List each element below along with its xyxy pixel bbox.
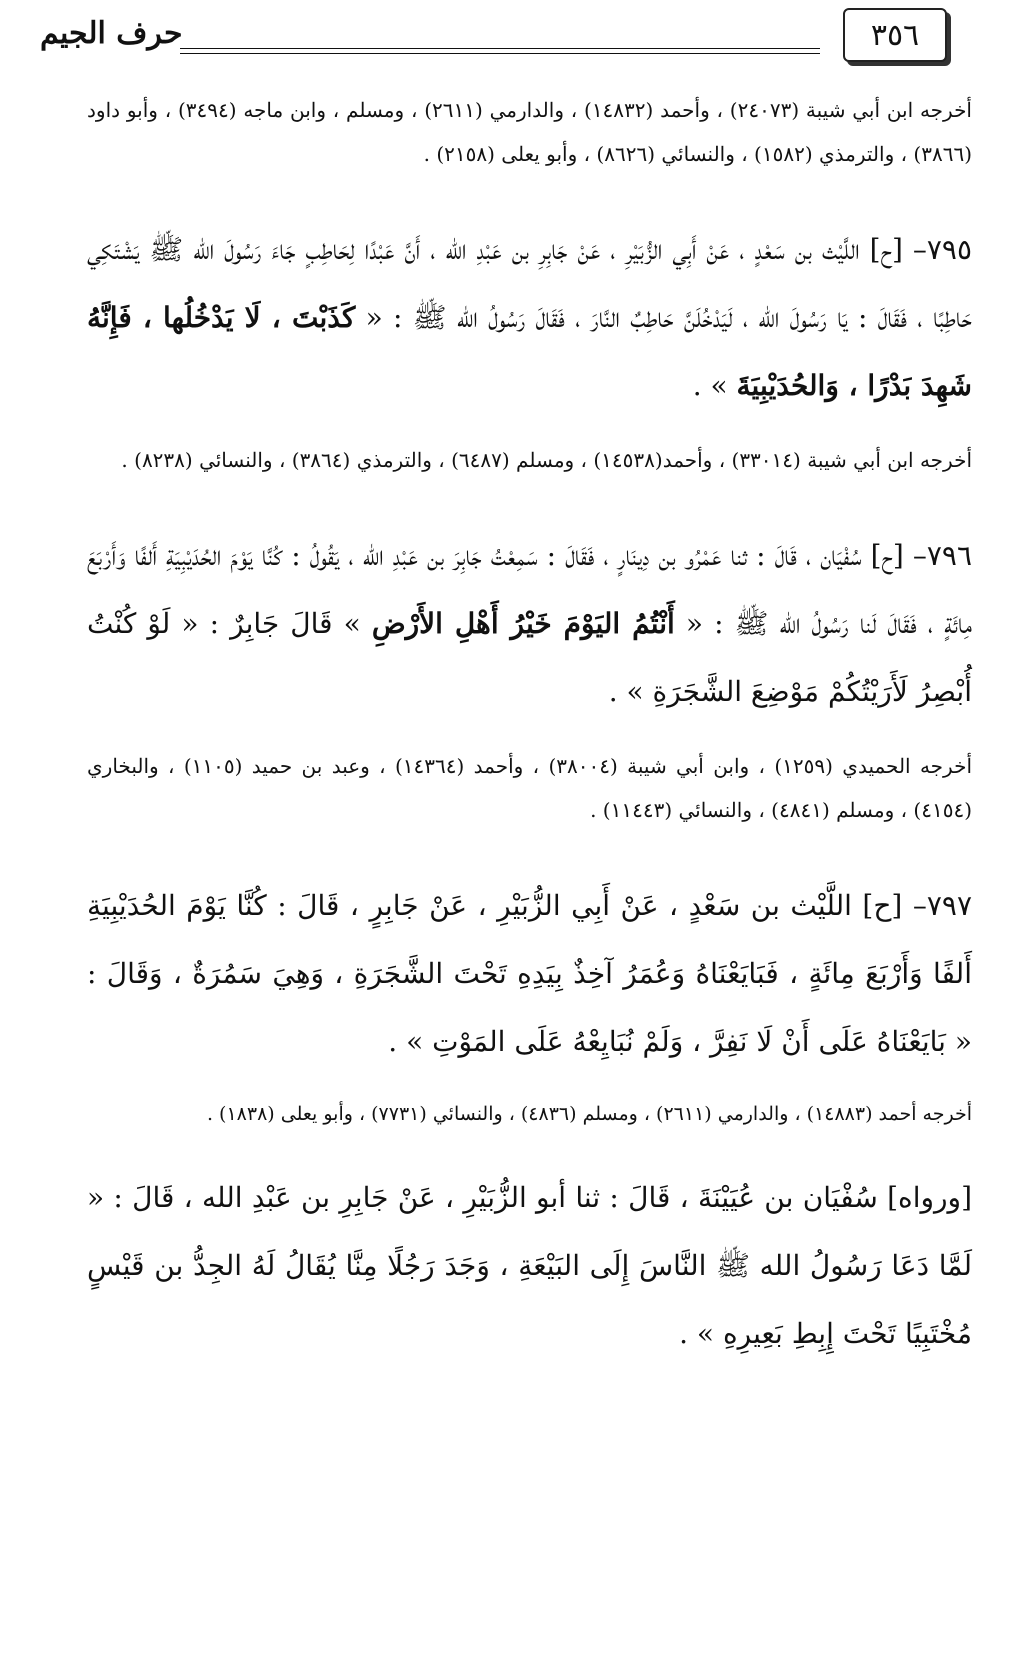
chapter-title: حرف الجيم xyxy=(40,16,183,51)
hadith-796-end: » قَالَ جَابِرٌ : « لَوْ كُنْتُ أُبْصِرُ لَأَرَيْتُكُمْ مَوْضِعَ الشَّجَرَةِ » . xyxy=(87,607,972,708)
hadith-797: ٧٩٧– [ح] اللَّيْث بن سَعْدٍ ، عَنْ أَبِي الزُّبَيْرِ ، عَنْ جَابِرٍ ، قَالَ : كُنَّا يَوْمَ الحُدَيْبِيَةِ أَلفًا وَأَرْبَعَ مِائَةٍ ، فَبَايَعْنَاهُ وَعُمَرُ آخِذٌ بِيَدِهِ تَحْتَ الشَّجَرَةِ ، وَهِيَ سَمُرَةٌ ، وَقَالَ : « بَايَعْنَاهُ عَلَى أَنْ لَا نَفِرَّ ، وَلَمْ نُبَايِعْهُ عَلَى المَوْتِ » . xyxy=(87,889,972,1058)
page-number: ٣٥٦ xyxy=(843,8,947,62)
page-header xyxy=(40,8,975,68)
header-rule-top xyxy=(180,48,820,49)
header-rule-bottom xyxy=(180,53,820,54)
spacer xyxy=(87,1076,972,1094)
footnote-takhrij-796: أخرجه الحميدي (١٢٥٩) ، وابن أبي شيبة (٣٨٠٠٤) ، وأحمد (١٤٣٦٤) ، وعبد بن حميد (١١٠٥) ، والبخاري (٤١٥٤) ، ومسلم (٤٨٤١) ، والنسائي (١١٤٤٣) . xyxy=(87,754,972,822)
hadith-796 xyxy=(87,522,972,726)
hadith-795-bold-quote: كَذَبْتَ ، لَا يَدْخُلُها ، فَإِنَّهُ شَهِدَ بَدْرًا ، وَالحُدَيْبِيَةَ xyxy=(87,301,972,402)
spacer xyxy=(87,832,972,872)
spacer xyxy=(87,482,972,522)
footnote-takhrij-795: أخرجه ابن أبي شيبة (٣٣٠١٤) ، وأحمد(١٤٥٣٨) ، ومسلم (٦٤٨٧) ، والترمذي (٣٨٦٤) ، والنسائي (٨٢٣٨) . xyxy=(121,448,972,472)
footnote-takhrij-797: أخرجه أحمد (١٤٨٨٣) ، والدارمي (٢٦١١) ، ومسلم (٤٨٣٦) ، والنسائي (٧٧٣١) ، وأبو يعلى (١٨٣٨) . xyxy=(206,1103,972,1125)
spacer xyxy=(87,176,972,216)
spacer xyxy=(87,1134,972,1164)
spacer xyxy=(87,420,972,438)
hadith-795 xyxy=(87,216,972,420)
footnote-takhrij-794: أخرجه ابن أبي شيبة (٢٤٠٧٣) ، وأحمد (١٤٨٣٢) ، والدارمي (٢٦١١) ، ومسلم ، وابن ماجه (٣٤٩٤) ، وأبو داود (٣٨٦٦) ، والترمذي (١٥٨٢) ، والنسائي (٨٦٢٦) ، وأبو يعلى (٢١٥٨) . xyxy=(87,98,972,166)
hadith-797-riwaya: [ورواه] سُفْيَان بن عُيَيْنَةَ ، قَالَ : ثنا أبو الزُّبَيْرِ ، عَنْ جَابِرِ بن عَبْدِ الله ، قَالَ : « لَمَّا دَعَا رَسُولُ الله ﷺ النَّاسَ إِلَى البَيْعَةِ ، وَجَدَ رَجُلًا مِنَّا يُقَالُ لَهُ الجِدُّ بن قَيْسٍ مُخْتَبِيًا تَحْتَ إِبِطِ بَعِيرِهِ » . xyxy=(87,1181,972,1350)
hadith-796-bold-quote: أَنْتُمُ اليَوْمَ خَيْرُ أَهْلِ الأَرْضِ xyxy=(371,607,675,640)
page-content xyxy=(87,88,972,1368)
hadith-795-end: » . xyxy=(692,369,737,402)
hadith-796-text: ٧٩٦– [ح] سُفْيَان ، قَالَ : ثنا عَمْرُو بن دِينَارٍ ، فَقَالَ : سَمِعْتُ جَابِرَ بن عَبْدِ الله ، يَقُولُ : كُنَّا يَوْمَ الحُدَيْبِيَةِ أَلفًا وَأَرْبَعَ مِائَةٍ ، فَقَالَ لَنا رَسُولُ الله ﷺ : « xyxy=(87,539,972,640)
hadith-795-text: ٧٩٥– [ح] اللَّيْث بن سَعْدٍ ، عَنْ أَبِي الزُّبَيْرِ ، عَنْ جَابِرِ بن عَبْدِ الله ، أَنَّ عَبْدًا لِحَاطِبٍ جَاءَ رَسُولَ الله ﷺ يَشْتَكِي حَاطِبًا ، فَقَالَ : يَا رَسُولَ الله ، لَيَدْخُلَنَّ حَاطِبٌ النَّارَ ، فَقَالَ رَسُولُ الله ﷺ : « xyxy=(87,233,973,334)
spacer xyxy=(87,726,972,744)
